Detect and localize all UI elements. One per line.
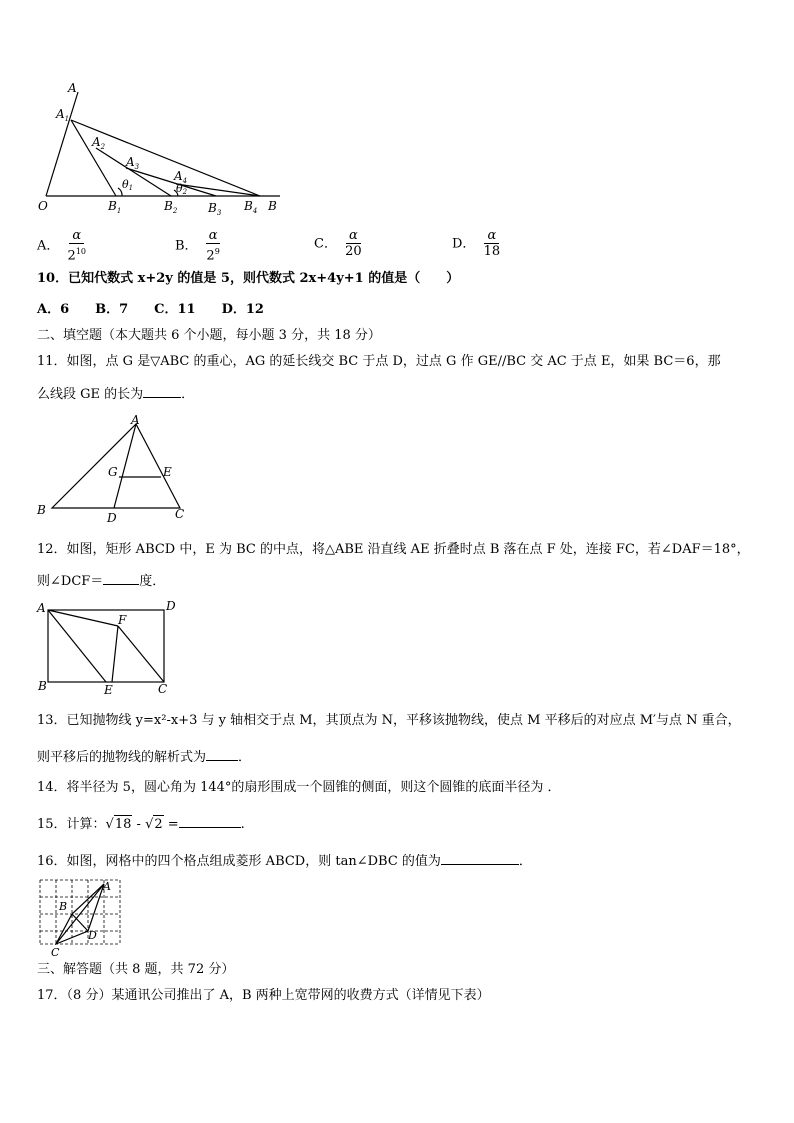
- label-d: D: [88, 929, 97, 942]
- label-b1: $B_1$: [108, 199, 122, 215]
- q9-option-b[interactable]: B． $\frac{\alpha}{2^9}$: [175, 228, 220, 264]
- q12-line1: 12．如图，矩形 ABCD 中，E 为 BC 的中点，将△ABE 沿直线 AE 折叠时点 B 落在点 F 处，连接 FC，若∠DAF＝18°，: [37, 542, 750, 557]
- q16-text: 16．如图，网格中的四个格点组成菱形 ABCD，则 tan∠DBC 的值为 ．: [37, 854, 532, 869]
- label-g: G: [108, 465, 118, 479]
- seg-a4b4: [176, 184, 260, 196]
- q13-answer-blank[interactable]: [206, 748, 238, 761]
- q13-line1: 13．已知抛物线 y=x²-x+3 与 y 轴相交于点 M，其顶点为 N，平移该抛物线，使点 M 平移后的对应点 M′与点 N 重合，: [37, 713, 741, 728]
- label-f: F: [118, 613, 127, 627]
- q14-text: 14．将半径为 5，圆心角为 144°的扇形围成一个圆锥的侧面，则这个圆锥的底面半径为 ．: [37, 780, 561, 795]
- label-c: C: [175, 507, 185, 521]
- seg-a3b3: [126, 168, 216, 196]
- label-a4: $A_4$: [174, 169, 188, 185]
- q12-line2: 则∠DCF＝ 度．: [37, 574, 166, 589]
- label-b4: $B_4$: [244, 199, 258, 215]
- section-3-heading: 三、解答题（共 8 题，共 72 分）: [37, 962, 235, 977]
- segment-fe: [112, 626, 118, 682]
- label-a1: $A_1$: [56, 107, 70, 123]
- seg-a1b1: [71, 120, 116, 196]
- q15-text: 15．计算：√18 - √2 = .: [37, 817, 245, 832]
- q9-option-c[interactable]: C． $\frac{\alpha}{20}$: [314, 228, 362, 259]
- figure-q12-rectangle: [34, 598, 184, 698]
- q15-answer-blank[interactable]: [179, 815, 241, 828]
- label-theta2: θ2: [176, 182, 188, 196]
- q13-line2: 则平移后的抛物线的解析式为 ．: [37, 750, 252, 765]
- label-d: D: [107, 511, 117, 525]
- q9-option-a[interactable]: A． $\frac{\alpha}{2^{10}}$: [37, 228, 86, 264]
- q11-answer-blank[interactable]: [143, 385, 181, 398]
- rectangle-abcd: [48, 610, 164, 682]
- label-d: D: [166, 599, 176, 613]
- figure-q16-grid-rhombus: [36, 876, 126, 962]
- diagonal-bd: [72, 914, 88, 931]
- label-b: B: [59, 900, 68, 913]
- label-c: C: [158, 682, 168, 696]
- ray-a1b: [71, 120, 260, 196]
- label-b2: $B_2$: [164, 199, 178, 215]
- q10-options[interactable]: A．6 B．7 C．11 D．12: [37, 302, 264, 317]
- label-b: B: [268, 199, 277, 213]
- figure-q11-triangle: [34, 412, 194, 527]
- figure-q9-angle: [36, 80, 296, 220]
- q9-option-d[interactable]: D． $\frac{\alpha}{18}$: [452, 228, 501, 259]
- label-a: A: [68, 81, 77, 95]
- label-o: O: [38, 199, 48, 213]
- sqrt-icon: √: [145, 817, 154, 832]
- label-b3: $B_3$: [208, 201, 222, 217]
- q11-line1: 11．如图，点 G 是▽ABC 的重心，AG 的延长线交 BC 于点 D，过点 G 作 GE//BC 交 AC 于点 E，如果 BC＝6，那: [37, 354, 721, 369]
- sqrt-icon: √: [105, 817, 114, 832]
- q12-answer-blank[interactable]: [103, 572, 139, 585]
- label-a: A: [103, 880, 111, 893]
- label-e: E: [163, 465, 172, 479]
- label-a: A: [37, 601, 46, 615]
- label-b: B: [38, 679, 47, 693]
- q10-text: 10．已知代数式 x+2y 的值是 5，则代数式 2x+4y+1 的值是（ ）: [37, 271, 460, 286]
- q17-text: 17．（8 分）某通讯公司推出了 A，B 两种上宽带网的收费方式（详情见下表）: [37, 988, 490, 1003]
- label-a2: $A_2$: [92, 135, 106, 151]
- label-a3: $A_3$: [126, 155, 140, 171]
- label-theta1: θ1: [122, 178, 134, 192]
- q11-line2: 么线段 GE 的长为 ．: [37, 387, 195, 402]
- q16-answer-blank[interactable]: [441, 852, 519, 865]
- segment-fc: [118, 626, 164, 682]
- label-e: E: [104, 683, 113, 697]
- label-a: A: [131, 413, 140, 427]
- section-2-heading: 二、填空题（本大题共 6 个小题，每小题 3 分，共 18 分）: [37, 328, 381, 343]
- label-b: B: [37, 503, 46, 517]
- label-c: C: [51, 946, 60, 959]
